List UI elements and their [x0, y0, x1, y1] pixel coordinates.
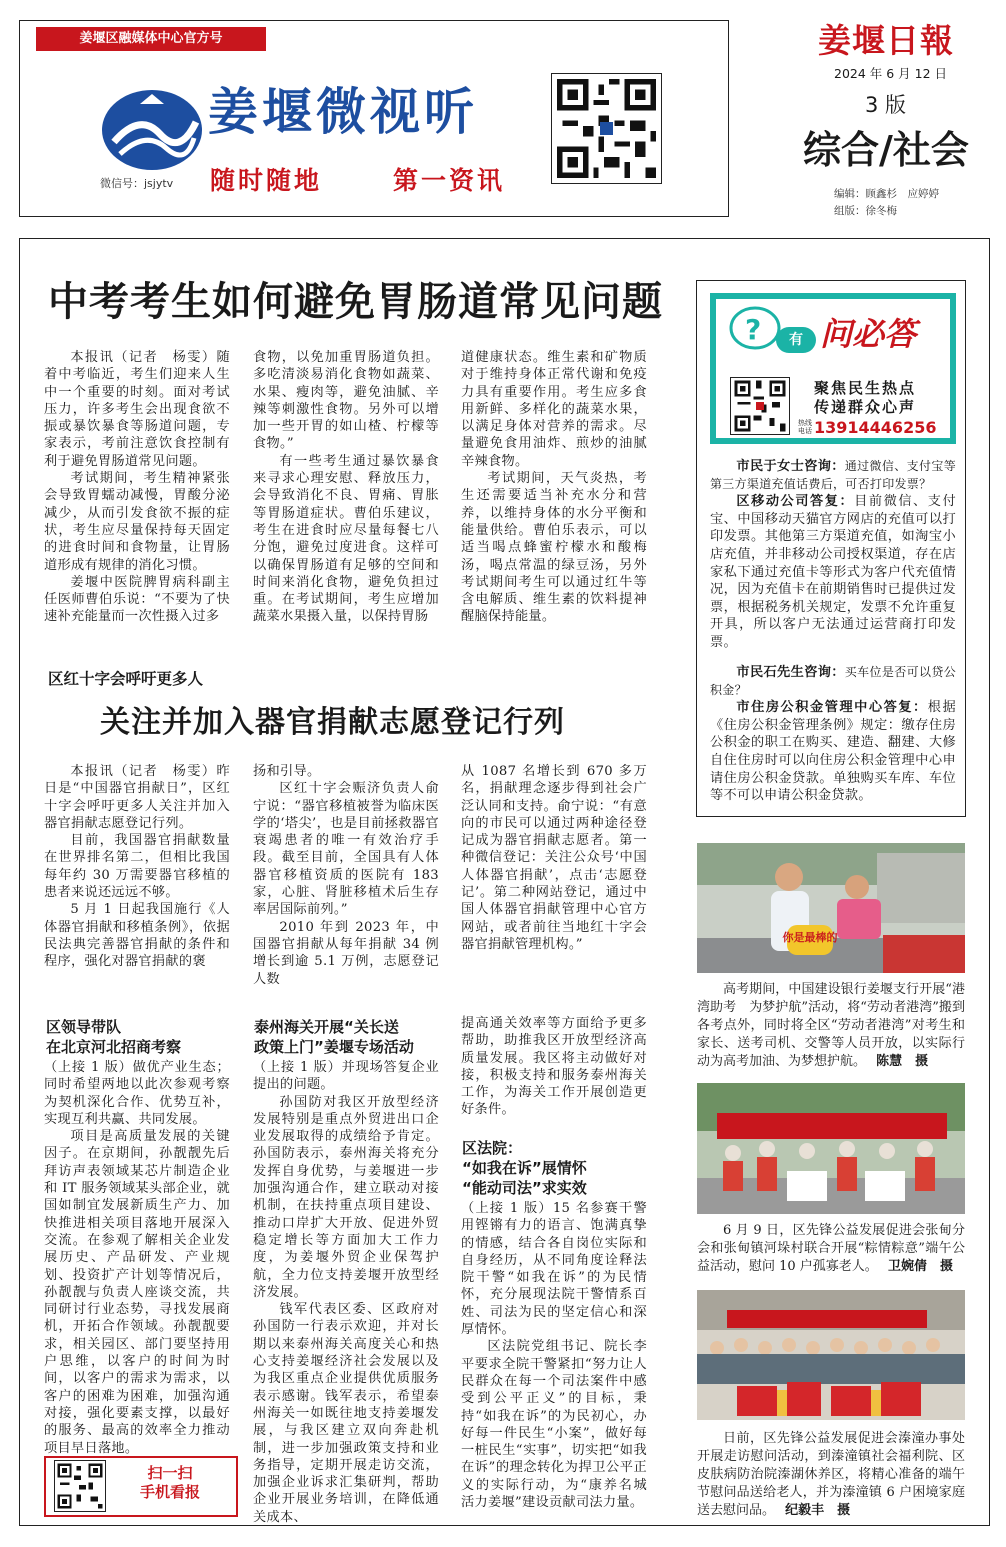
caption-text: 6 月 9 日，区先锋公益发展促进会张甸分会和张甸镇河垛村联合开展“粽情粽意”端午公益活动，慰问 10 户孤寡老人。	[697, 1223, 965, 1274]
news-photo	[697, 843, 965, 973]
qa-answer: 目前微信、支付宝、中国移动天猫官方网店的充值可以打印发票。其他第三方渠道充值，如淘宝小店充值，并非移动公司授权渠道，存在店家私下通过充值卡等形式为客户代充值情况，因为充值卡在前期销售时已提供过发票，根据税务机关规定，发票不允许重复开具，所以客户无法通过运营商打印发票。	[710, 494, 956, 650]
scan-label-line: 手机看报	[139, 1483, 200, 1501]
article-headline: “能动司法”求实效	[462, 1179, 587, 1197]
article-column	[461, 349, 647, 626]
paragraph: 提高通关效率等方面给予更多帮助，助推我区开放型经济高质量发展。我区将主动做好对接，积极支持和服务泰州海关工作，为海关工作开展创造更好条件。	[461, 1016, 647, 1118]
svg-text:?: ?	[745, 313, 762, 346]
qa-answerer: 区移动公司答复：	[736, 494, 855, 510]
article-kicker: 区红十字会呼吁更多人	[48, 670, 204, 688]
paragraph: 考试期间，天气炎热，考生还需要适当补充水分和营养，以维持身体的水分平衡和能量供给。曹伯乐表示，可以适当喝点蜂蜜柠檬水和酸梅汤，喝点常温的绿豆汤，另外考试期间考生可以通过红牛等含电解质、维生素的饮料提神醒脑保持能量。	[461, 471, 647, 625]
article-column	[461, 763, 647, 953]
article-headline: 在北京河北招商考察	[46, 1038, 182, 1056]
article-column	[44, 349, 230, 626]
qa-slogan: 传递群众心声	[814, 398, 917, 416]
qa-slogan: 聚焦民生热点	[814, 379, 917, 397]
photo-caption	[697, 1222, 965, 1276]
layout-credit: 组版：徐冬梅	[834, 205, 897, 217]
qa-question: 买车位是否可以贷公积金？	[710, 665, 956, 697]
issue-date: 2024 年 6 月 12 日	[834, 66, 948, 81]
brand-name: 姜堰微视听	[208, 82, 478, 141]
paragraph: 道健康状态。维生素和矿物质对于维持身体正常代谢和免疫力具有重要作用。考生应多食用新鲜、多样化的蔬菜水果，以满足身体对营养的需求。尽量避免食用油炸、煎炒的油腻辛辣食物。	[461, 350, 647, 469]
jiangyan-logo-icon	[100, 82, 204, 172]
paragraph: 区红十字会赈济负责人俞宁说：“器官移植被誉为临床医学的‘塔尖’，也是目前拯救器官衰竭患者的唯一有效治疗手段。截至目前，全国具有人体器官移植资质的医院有 183 家，心脏、肾脏移植术后生存率居国际前列。”	[253, 781, 439, 918]
hotline-number[interactable]: 13914446256	[814, 418, 937, 437]
article-column	[253, 349, 439, 626]
scan-label	[120, 1464, 220, 1502]
paragraph: 姜堰中医院脾胃病科副主任医师曹伯乐说：“不要为了快速补充能量而一次性摄入过多	[44, 574, 230, 625]
caption-text: 高考期间，中国建设银行姜堰支行开展“港湾助考 为梦护航”活动，将“劳动者港湾”搬到各考点外，同时将全区“劳动者港湾”对考生和家长、送考司机、交警等人员开放，以实际行动为高考加油、为梦想护航。	[697, 982, 965, 1069]
qa-qr-code[interactable]	[730, 377, 790, 435]
section-title: 综合/社会	[803, 127, 969, 172]
paragraph: 钱军代表区委、区政府对孙国防一行表示欢迎，并对长期以来泰州海关高度关心和热心支持姜堰经济社会发展以及为我区重点企业提供优质服务表示感谢。钱军表示，希望泰州海关一如既往地支持姜堰发展，与我区建立双向奔赴机制，进一步加强政策支持和业务指导，定期开展走访交流，加强企业诉求汇集研判，帮助企业开展业务培训，在降低通关成本、	[253, 1302, 439, 1525]
qa-logo-prefix: 有	[776, 327, 816, 353]
qa-logo-title: 问必答	[820, 315, 917, 353]
paragraph: （上接 1 版）做优产业生态；同时希望两地以此次参观考察为契机深化合作、优势互补，实现互利共赢、共同发展。	[44, 1060, 230, 1127]
paragraph: 目前，我国器官捐献数量在世界排名第二，但相比我国每年约 30 万需要器官移植的患者来说还远远不够。	[44, 833, 230, 901]
article-headline: “如我在诉”展情怀	[462, 1159, 587, 1177]
article-headline: 区领导带队	[46, 1018, 122, 1036]
paragraph: 本报讯（记者 杨雯）随着中考临近，考生们迎来人生中一个重要的时刻。面对考试压力，许多考生会出现食欲不振或暴饮暴食等肠道问题，专家表示，考前注意饮食控制有利于避免胃肠道常见问题。	[44, 350, 230, 469]
photo-credit: 纪毅丰 摄	[785, 1503, 851, 1518]
paragraph: 食物，以免加重胃肠道负担。多吃清淡易消化食物如蔬菜、水果、瘦肉等，避免油腻、辛辣等刺激性食物。另外可以增加一些开胃的如山楂、柠檬等食物。”	[253, 350, 439, 452]
article-column	[44, 763, 230, 971]
photo-caption	[697, 981, 965, 1071]
paragraph: 从 1087 名增长到 670 多万名，捐献理念逐步得到社会广泛认同和支持。俞宁说：“有意向的市民可以通过两种途径登记成为器官捐献志愿者。第一种微信登记：关注公众号‘中国人体器官捐献’，点击‘志愿登记’。第二种网站登记，通过中国人体器官捐献管理中心官方网站，或者前往当地红十字会器官捐献管理机构。”	[461, 764, 647, 952]
paragraph: （上接 1 版）15 名参赛干警用铿锵有力的语言、饱满真挚的情感，结合各自岗位实际和自身经历，从不同角度诠释法院干警“如我在诉”的为民情怀，充分展现法院干警情系百姓、司法为民的坚定信心和深厚情怀。	[461, 1201, 647, 1338]
article-column	[461, 1200, 647, 1511]
paragraph: 区法院党组书记、院长李平要求全院干警紧扣“努力让人民群众在每一个司法案件中感受到公平正义”的目标，秉持“如我在诉”的为民初心，办好每一件民生“小案”，做好每一桩民生“实事”，切实把“如我在诉”的理念转化为捍卫公平正义的实际行动，为“康养名城 活力姜堰”建设贡献司法力量。	[461, 1339, 647, 1511]
photo-caption	[697, 1430, 965, 1520]
scan-label-line: 扫一扫	[147, 1464, 193, 1482]
qa-answer: 根据《住房公积金管理条例》规定：缴存住房公积金的职工在购买、建造、翻建、大修自住住房时可以向住房公积金管理中心申请住房公积金贷款。单独购买车库、车位等不可以申请公积金贷款。	[710, 700, 956, 804]
paragraph: 项目是高质量发展的关键因子。在京期间，孙靓靓先后拜访声表领域某芯片制造企业和 IT 服务领域某头部企业，就国如制宜发展新质生产力、加快推进相关项目落地开展深入交流。在参观了解相关企业发展历史、产品研发、产业规划、投资扩产计划等情况后，孙靓靓与负责人座谈交流，共同研讨行业态势，寻找发展商机，开拓合作领域。孙靓靓要求，相关园区、部门要坚持用户思维，以客户的时间为时间，以客户的需求为需求，以客户的困难为困难，加强沟通对接，强化要素支撑，以最好的服务、最高的效率全力推动项目早日落地。	[44, 1129, 230, 1456]
article-headline: 政策上门”姜堰专场活动	[254, 1038, 414, 1056]
paragraph: 孙国防对我区开放型经济发展特别是重点外贸进出口企业发展取得的成绩给予肯定。孙国防表示，泰州海关将充分发挥自身优势，与姜堰进一步加强沟通合作，建立联动对接机制，在扶持重点项目建设、推动口岸扩大开放、促进外贸稳定增长等方面加大工作力度，为姜堰外贸企业保驾护航，全力位支持姜堰开放型经济发展。	[253, 1094, 439, 1300]
official-account-tag: 姜堰区融媒体中心官方号	[36, 27, 266, 51]
hotline-label: 热线电话	[798, 419, 812, 435]
newspaper-name: 姜堰日報	[818, 21, 954, 60]
article-column	[461, 1015, 647, 1119]
article-headline: 区法院：	[462, 1139, 523, 1157]
qa-asker: 市民于女士咨询：	[736, 459, 845, 474]
wechat-id: 微信号：jsjytv	[100, 177, 174, 190]
paragraph: 本报讯（记者 杨雯）昨日是“中国器官捐献日”，区红十字会呼吁更多人关注并加入器官捐献志愿登记行列。	[44, 764, 230, 831]
photo-credit: 卫婉倩 摄	[887, 1259, 953, 1274]
news-photo	[697, 1290, 965, 1420]
paragraph: 考试期间，考生精神紧张会导致胃蠕动减慢，胃酸分泌减少，从而引发食欲不振的症状，考生应尽量保持每天固定的进食时间和食物量，让胃肠道形成有规律的消化习惯。	[44, 471, 230, 573]
qa-banner	[710, 293, 956, 444]
photo-sign-text: 你是最棒的	[782, 931, 838, 944]
article-column	[253, 763, 439, 988]
qa-item	[710, 458, 956, 652]
paragraph: 5 月 1 日起我国施行《人体器官捐献和移植条例》，依据民法典完善器官捐献的条件和程序，强化对器官捐献的褒	[44, 902, 230, 970]
qa-item	[710, 664, 956, 805]
news-photo	[697, 1083, 965, 1214]
editors-credit: 编辑：顾鑫杉 应婷婷	[834, 188, 939, 200]
photo-credit: 陈慧 摄	[876, 1054, 929, 1069]
question-bubble-icon	[728, 305, 782, 355]
wechat-qr-code[interactable]	[551, 73, 662, 184]
slogan-left: 随时随地	[210, 166, 323, 195]
article-headline: 关注并加入器官捐献志愿登记行列	[100, 705, 565, 740]
article-headline: 中考考生如何避免胃肠道常见问题	[48, 278, 663, 325]
article-headline: 泰州海关开展“关长送	[254, 1018, 399, 1036]
article-column	[253, 1059, 439, 1526]
paragraph: （上接 1 版）并现场答复企业提出的问题。	[253, 1060, 439, 1093]
caption-text: 日前，区先锋公益发展促进会溱潼办事处开展走访慰问活动，到溱潼镇社会福利院、区皮肤病防治院溱湖休养区，将精心准备的端午节慰问品送给老人，并为溱潼镇 6 户困境家庭送去慰问品。	[697, 1431, 965, 1518]
qa-question: 通过微信、支付宝等第三方渠道充值话费后，可否打印发票？	[710, 459, 956, 491]
slogan-right: 第一资讯	[393, 166, 506, 195]
paragraph: 扬和引导。	[253, 764, 321, 779]
qa-asker: 市民石先生咨询：	[736, 665, 845, 680]
edition-number: 3 版	[865, 93, 907, 117]
paragraph: 2010 年到 2023 年，中国器官捐献从每年捐献 34 例增长到逾 5.1 万例，志愿登记人数	[253, 919, 439, 987]
qa-answerer: 市住房公积金管理中心答复：	[736, 700, 928, 716]
mobile-qr-code[interactable]	[54, 1460, 106, 1512]
article-column	[44, 1059, 230, 1457]
paragraph: 有一些考生通过暴饮暴食来寻求心理安慰、释放压力，会导致消化不良、胃痛、胃胀等胃肠道症状。曹伯乐建议，考生在进食时应尽量每餐七八分饱，避免过度进食。这样可以确保胃肠道有足够的空间和时间来消化食物，避免负担过重。在考试期间，考生应增加蔬菜水果摄入量，以保持胃肠	[253, 453, 439, 625]
